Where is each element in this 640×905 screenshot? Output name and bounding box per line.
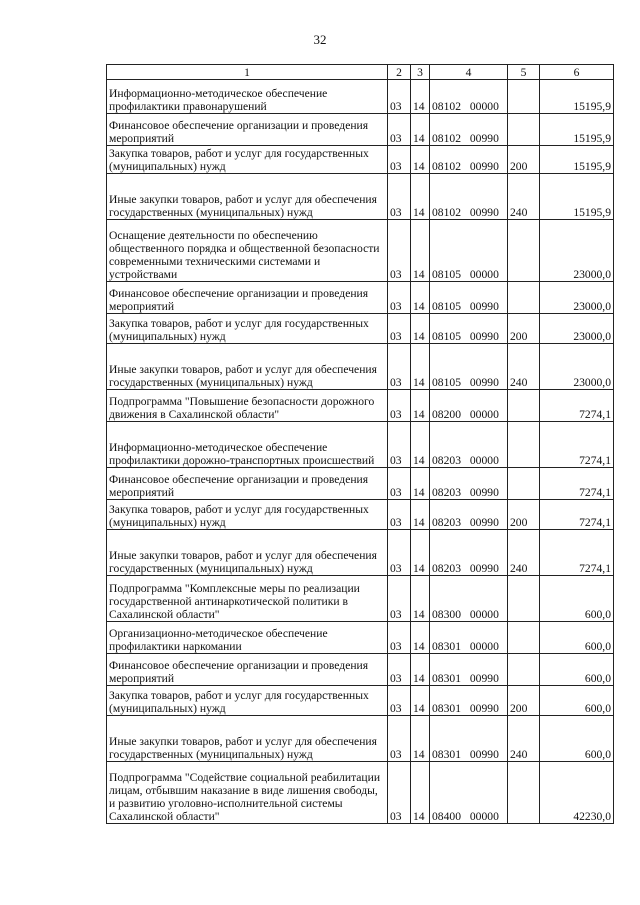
row-expense-type: 240 <box>508 344 540 390</box>
row-name: Закупка товаров, работ и услуг для государственных (муниципальных) нужд <box>107 146 388 174</box>
table-row <box>107 622 614 654</box>
row-name: Информационно-методическое обеспечение профилактики правонарушений <box>107 80 388 114</box>
table-row <box>107 468 614 500</box>
row-target-code: 08105 00990 <box>430 314 508 344</box>
row-section: 03 <box>388 576 411 622</box>
row-amount: 23000,0 <box>540 314 614 344</box>
row-expense-type: 200 <box>508 686 540 716</box>
table-row <box>107 282 614 314</box>
row-name: Иные закупки товаров, работ и услуг для обеспечения государственных (муниципальных) нужд <box>107 174 388 220</box>
row-subsection: 14 <box>411 716 430 762</box>
row-target-code: 08105 00000 <box>430 220 508 282</box>
row-expense-type <box>508 114 540 146</box>
table-row <box>107 314 614 344</box>
row-name: Подпрограмма "Повышение безопасности дорожного движения в Сахалинской области" <box>107 390 388 422</box>
row-name: Закупка товаров, работ и услуг для государственных (муниципальных) нужд <box>107 500 388 530</box>
header-col-5: 5 <box>508 65 540 80</box>
row-subsection: 14 <box>411 530 430 576</box>
row-expense-type <box>508 622 540 654</box>
row-amount: 600,0 <box>540 686 614 716</box>
row-target-code: 08203 00990 <box>430 500 508 530</box>
header-col-2: 2 <box>388 65 411 80</box>
row-section: 03 <box>388 762 411 824</box>
row-target-code: 08203 00990 <box>430 468 508 500</box>
row-amount: 42230,0 <box>540 762 614 824</box>
row-amount: 7274,1 <box>540 468 614 500</box>
row-target-code: 08105 00990 <box>430 282 508 314</box>
row-section: 03 <box>388 686 411 716</box>
row-name: Финансовое обеспечение организации и проведения мероприятий <box>107 282 388 314</box>
row-section: 03 <box>388 344 411 390</box>
row-subsection: 14 <box>411 500 430 530</box>
row-subsection: 14 <box>411 654 430 686</box>
row-expense-type <box>508 762 540 824</box>
row-subsection: 14 <box>411 220 430 282</box>
row-subsection: 14 <box>411 282 430 314</box>
row-subsection: 14 <box>411 174 430 220</box>
row-subsection: 14 <box>411 762 430 824</box>
row-section: 03 <box>388 174 411 220</box>
row-amount: 600,0 <box>540 622 614 654</box>
row-name: Иные закупки товаров, работ и услуг для обеспечения государственных (муниципальных) нужд <box>107 716 388 762</box>
row-target-code: 08301 00000 <box>430 622 508 654</box>
row-name: Закупка товаров, работ и услуг для государственных (муниципальных) нужд <box>107 314 388 344</box>
row-section: 03 <box>388 716 411 762</box>
row-subsection: 14 <box>411 686 430 716</box>
table-row <box>107 686 614 716</box>
header-col-6: 6 <box>540 65 614 80</box>
header-row <box>107 65 614 80</box>
row-subsection: 14 <box>411 390 430 422</box>
row-subsection: 14 <box>411 314 430 344</box>
row-target-code: 08102 00990 <box>430 174 508 220</box>
row-section: 03 <box>388 146 411 174</box>
row-expense-type <box>508 80 540 114</box>
row-expense-type: 200 <box>508 500 540 530</box>
row-expense-type: 200 <box>508 314 540 344</box>
row-section: 03 <box>388 390 411 422</box>
table-row <box>107 530 614 576</box>
row-expense-type <box>508 468 540 500</box>
row-name: Иные закупки товаров, работ и услуг для обеспечения государственных (муниципальных) нужд <box>107 530 388 576</box>
row-target-code: 08102 00000 <box>430 80 508 114</box>
row-section: 03 <box>388 622 411 654</box>
row-name: Финансовое обеспечение организации и проведения мероприятий <box>107 654 388 686</box>
row-target-code: 08102 00990 <box>430 114 508 146</box>
row-name: Иные закупки товаров, работ и услуг для обеспечения государственных (муниципальных) нужд <box>107 344 388 390</box>
row-subsection: 14 <box>411 422 430 468</box>
row-expense-type <box>508 576 540 622</box>
row-name: Информационно-методическое обеспечение профилактики дорожно-транспортных происшествий <box>107 422 388 468</box>
row-name: Подпрограмма "Содействие социальной реабилитации лицам, отбывшим наказание в виде лишения свободы, и развитию уголовно-исполнительной системы Сахалинской области" <box>107 762 388 824</box>
row-expense-type <box>508 282 540 314</box>
row-expense-type <box>508 422 540 468</box>
row-section: 03 <box>388 422 411 468</box>
row-target-code: 08200 00000 <box>430 390 508 422</box>
table-row <box>107 80 614 114</box>
row-expense-type <box>508 220 540 282</box>
row-name: Финансовое обеспечение организации и проведения мероприятий <box>107 468 388 500</box>
table-row <box>107 422 614 468</box>
header-col-1: 1 <box>107 65 388 80</box>
row-amount: 23000,0 <box>540 282 614 314</box>
row-amount: 23000,0 <box>540 344 614 390</box>
table-row <box>107 390 614 422</box>
row-section: 03 <box>388 654 411 686</box>
header-col-3: 3 <box>411 65 430 80</box>
row-target-code: 08203 00000 <box>430 422 508 468</box>
row-target-code: 08301 00990 <box>430 716 508 762</box>
row-target-code: 08102 00990 <box>430 146 508 174</box>
row-expense-type: 240 <box>508 530 540 576</box>
table-row <box>107 344 614 390</box>
row-subsection: 14 <box>411 146 430 174</box>
row-expense-type <box>508 390 540 422</box>
row-section: 03 <box>388 220 411 282</box>
row-amount: 600,0 <box>540 576 614 622</box>
row-amount: 23000,0 <box>540 220 614 282</box>
row-subsection: 14 <box>411 344 430 390</box>
row-target-code: 08301 00990 <box>430 654 508 686</box>
row-amount: 7274,1 <box>540 530 614 576</box>
row-target-code: 08301 00990 <box>430 686 508 716</box>
row-amount: 15195,9 <box>540 80 614 114</box>
row-target-code: 08105 00990 <box>430 344 508 390</box>
row-expense-type: 240 <box>508 174 540 220</box>
row-subsection: 14 <box>411 576 430 622</box>
row-subsection: 14 <box>411 80 430 114</box>
row-subsection: 14 <box>411 468 430 500</box>
row-section: 03 <box>388 314 411 344</box>
table-row <box>107 146 614 174</box>
row-amount: 600,0 <box>540 716 614 762</box>
row-amount: 15195,9 <box>540 174 614 220</box>
table-row <box>107 762 614 824</box>
table-row <box>107 654 614 686</box>
table-row <box>107 576 614 622</box>
page-number: 32 <box>313 32 327 47</box>
row-target-code: 08400 00000 <box>430 762 508 824</box>
table-row <box>107 500 614 530</box>
row-section: 03 <box>388 114 411 146</box>
row-section: 03 <box>388 80 411 114</box>
row-amount: 15195,9 <box>540 146 614 174</box>
row-amount: 7274,1 <box>540 422 614 468</box>
row-section: 03 <box>388 530 411 576</box>
header-col-4: 4 <box>430 65 508 80</box>
row-amount: 15195,9 <box>540 114 614 146</box>
row-section: 03 <box>388 500 411 530</box>
row-name: Оснащение деятельности по обеспечению общественного порядка и общественной безопасности современными техническими системами и устройствами <box>107 220 388 282</box>
table-row <box>107 716 614 762</box>
row-name: Финансовое обеспечение организации и проведения мероприятий <box>107 114 388 146</box>
row-amount: 7274,1 <box>540 390 614 422</box>
row-subsection: 14 <box>411 114 430 146</box>
budget-table <box>106 64 614 824</box>
row-section: 03 <box>388 282 411 314</box>
row-target-code: 08300 00000 <box>430 576 508 622</box>
row-expense-type: 240 <box>508 716 540 762</box>
table-row <box>107 174 614 220</box>
row-expense-type <box>508 654 540 686</box>
row-amount: 7274,1 <box>540 500 614 530</box>
row-amount: 600,0 <box>540 654 614 686</box>
row-subsection: 14 <box>411 622 430 654</box>
row-target-code: 08203 00990 <box>430 530 508 576</box>
row-expense-type: 200 <box>508 146 540 174</box>
table-row <box>107 114 614 146</box>
row-name: Подпрограмма "Комплексные меры по реализации государственной антинаркотической политики в Сахалинской области" <box>107 576 388 622</box>
row-name: Организационно-методическое обеспечение профилактики наркомании <box>107 622 388 654</box>
row-section: 03 <box>388 468 411 500</box>
table-row <box>107 220 614 282</box>
row-name: Закупка товаров, работ и услуг для государственных (муниципальных) нужд <box>107 686 388 716</box>
